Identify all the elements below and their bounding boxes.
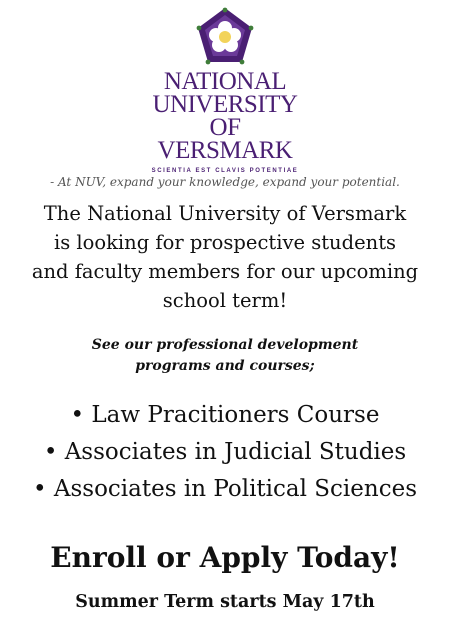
university-name [153, 70, 298, 162]
programs-heading-line: See our professional development [91, 337, 359, 353]
program-item: • Law Pracitioners Course [70, 402, 380, 428]
tagline: - At NUV, expand your knowledge, expand your potential. [50, 175, 400, 189]
term-start-date: Summer Term starts May 17th [75, 592, 375, 612]
program-item: • Associates in Political Sciences [32, 476, 417, 502]
intro-line: is looking for prospective students [53, 231, 397, 254]
programs-list [0, 397, 450, 508]
logo-line-university: UNIVERSITY [152, 91, 298, 118]
call-to-action: Enroll or Apply Today! [50, 541, 400, 574]
intro-line: The National University of Versmark [43, 202, 407, 225]
university-motto: SCIENTIA EST CLAVIS POTENTIAE [151, 168, 299, 174]
intro-paragraph [10, 199, 440, 315]
programs-heading [0, 335, 450, 377]
intro-line: school term! [162, 289, 288, 312]
programs-heading-line: programs and courses; [135, 358, 315, 374]
program-item: • Associates in Judicial Studies [43, 439, 407, 465]
logo-line-of: OF [209, 114, 241, 141]
logo-line-versmark: VERSMARK [157, 137, 293, 164]
logo-line-national: NATIONAL [163, 68, 287, 95]
university-logo [0, 6, 450, 174]
rose-seal-icon [194, 6, 256, 68]
intro-line: and faculty members for our upcoming [31, 260, 419, 283]
